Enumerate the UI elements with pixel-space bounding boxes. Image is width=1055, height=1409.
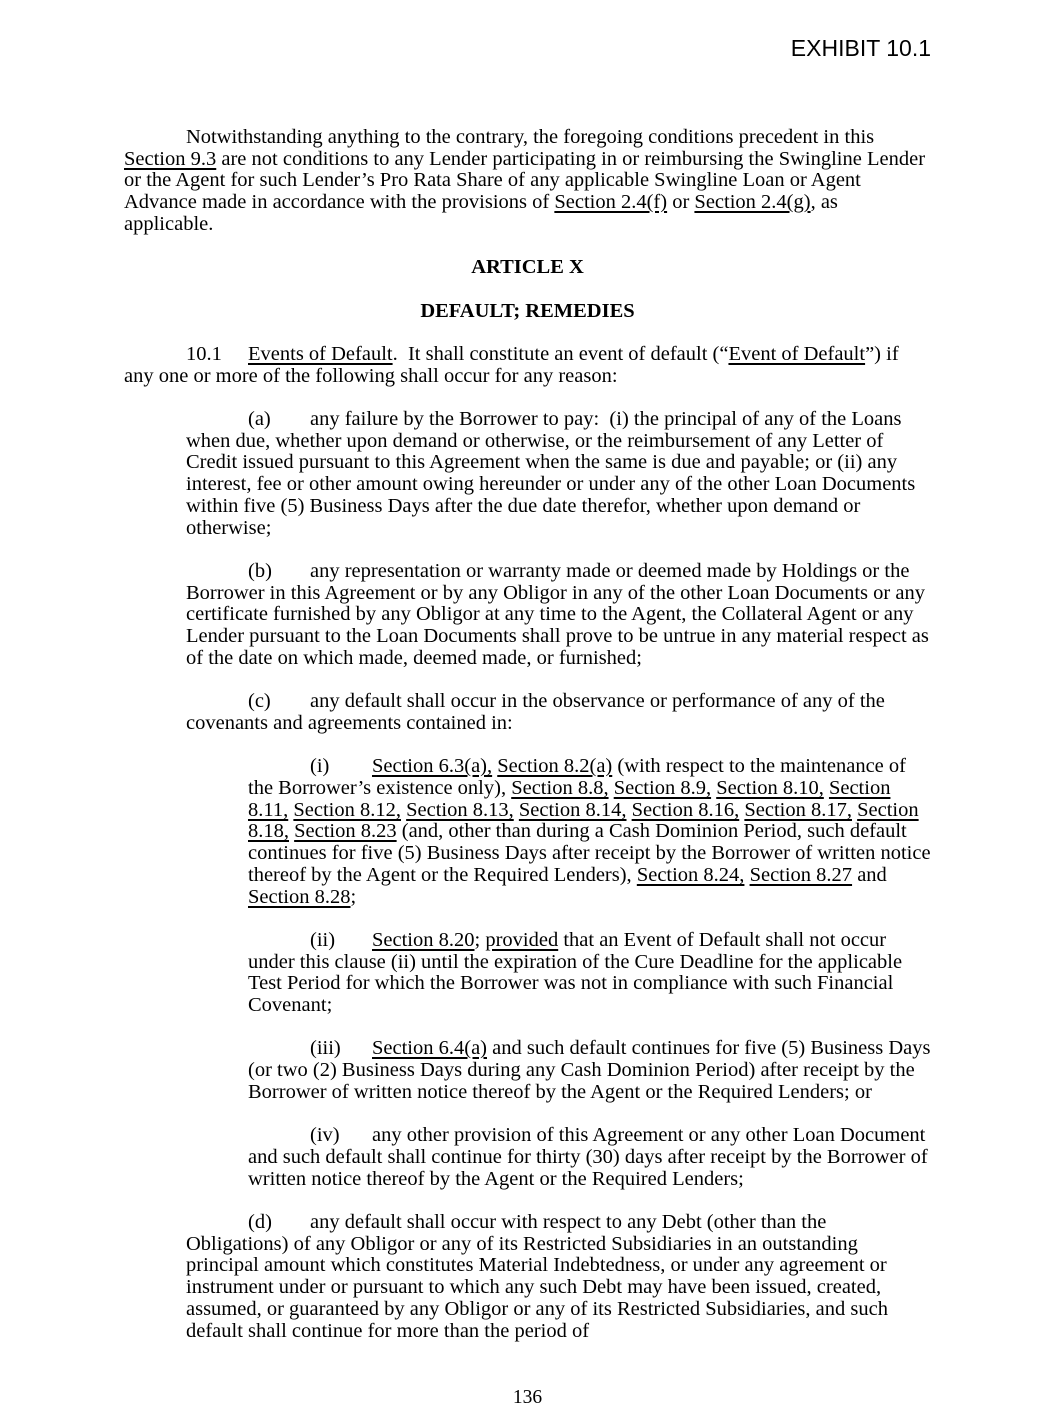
- paragraph-c-i: [248, 756, 931, 908]
- paragraph-intro: Notwithstanding anything to the contrary, the foregoing conditions precedent in this Section 9.3 are not conditions to any Lender participating in or reimbursing the Swingline Lender or the Agent for such Lender’s Pro Rata Share of any applicable Swingline Loan or Agent Advance made in accordance with the provisions of Section 2.4(f) or Section 2.4(g), as applicable.: [124, 126, 926, 235]
- paragraph-c-iv: [248, 1125, 931, 1190]
- paragraph-10-1-number: 10.1: [186, 342, 222, 365]
- paragraph-10-1-text: Events of Default. It shall constitute an event of default (“Event of Default”) if any one or more of the following shall occur for any reason:: [124, 342, 899, 387]
- paragraph-b-label: (b): [248, 559, 272, 582]
- paragraph-b-text: any representation or warranty made or deemed made by Holdings or the Borrower in this Agreement or by any Obligor in any of the other Loan Documents or any certificate furnished by any Obligor at any time to the Agent, the Collateral Agent or any Lender pursuant to the Loan Documents shall prove to be untrue in any material respect as of the date on which made, deemed made, or furnished;: [186, 559, 929, 669]
- paragraph-a-text: any failure by the Borrower to pay: (i) the principal of any of the Loans when due, whether upon demand or otherwise, or the reimbursement of any Letter of Credit issued pursuant to this Agreement when the same is due and payable; or (ii) any interest, fee or other amount owing hereunder or under any of the other Loan Documents within five (5) Business Days after the due date therefor, whether upon demand or otherwise;: [186, 408, 916, 539]
- paragraph-c-text: any default shall occur in the observance or performance of any of the covenants and agreements contained in:: [186, 690, 885, 734]
- paragraph-c-iii-label: (iii): [310, 1037, 341, 1060]
- paragraph-c-iii: [248, 1038, 931, 1103]
- paragraph-d-label: (d): [248, 1210, 272, 1233]
- paragraph-b: [186, 561, 931, 670]
- section-title-heading: DEFAULT; REMEDIES: [420, 299, 635, 322]
- paragraph-c-iii-text: Section 6.4(a) and such default continues for five (5) Business Days (or two (2) Business Days during any Cash Dominion Period) after receipt by the Borrower of written notice thereof by the Agent or the Required Lenders; or: [248, 1037, 931, 1103]
- paragraph-c-ii-label: (ii): [310, 928, 336, 951]
- paragraph-10-1: [124, 344, 931, 387]
- paragraph-c-iv-text: any other provision of this Agreement or any other Loan Document and such default shall continue for thirty (30) days after receipt by the Borrower of written notice thereof by the Agent or the Required Lenders;: [248, 1124, 928, 1190]
- paragraph-c-iv-label: (iv): [310, 1124, 340, 1147]
- paragraph-c-ii-text: Section 8.20; provided that an Event of Default shall not occur under this clause (ii) until the expiration of the Cure Deadline for the applicable Test Period for which the Borrower was not in compliance with such Financial Covenant;: [248, 928, 903, 1016]
- page-number: 136: [512, 1387, 543, 1409]
- paragraph-c-ii: [248, 930, 931, 1017]
- paragraph-c-label: (c): [248, 690, 271, 713]
- article-heading: ARTICLE X: [471, 256, 584, 279]
- paragraph-d: [186, 1212, 931, 1342]
- paragraph-c: [186, 691, 931, 734]
- paragraph-a: [186, 409, 931, 539]
- exhibit-label: EXHIBIT 10.1: [790, 35, 931, 61]
- paragraph-d-text: any default shall occur with respect to any Debt (other than the Obligations) of any Obligor or any of its Restricted Subsidiaries in an outstanding principal amount which constitutes Material Indebtedness, or under any agreement or instrument under or pursuant to which any such Debt may have been issued, created, assumed, or guaranteed by any Obligor or any of its Restricted Subsidiaries, and such default shall continue for more than the period of: [186, 1210, 888, 1342]
- paragraph-a-label: (a): [248, 408, 271, 431]
- paragraph-c-i-label: (i): [310, 755, 330, 778]
- paragraph-c-i-text: Section 6.3(a), Section 8.2(a) (with respect to the maintenance of the Borrower’s existence only), Section 8.8, Section 8.9, Section 8.10, Section 8.11, Section 8.12, Section 8.13, Section 8.14, Section 8.16, Section 8.17, Section 8.18, Section 8.23 (and, other than during a Cash Dominion Period, such default continues for five (5) Business Days after receipt by the Borrower of written notice thereof by the Agent or the Required Lenders), Section 8.24, Section 8.27 and Section 8.28;: [248, 755, 931, 908]
